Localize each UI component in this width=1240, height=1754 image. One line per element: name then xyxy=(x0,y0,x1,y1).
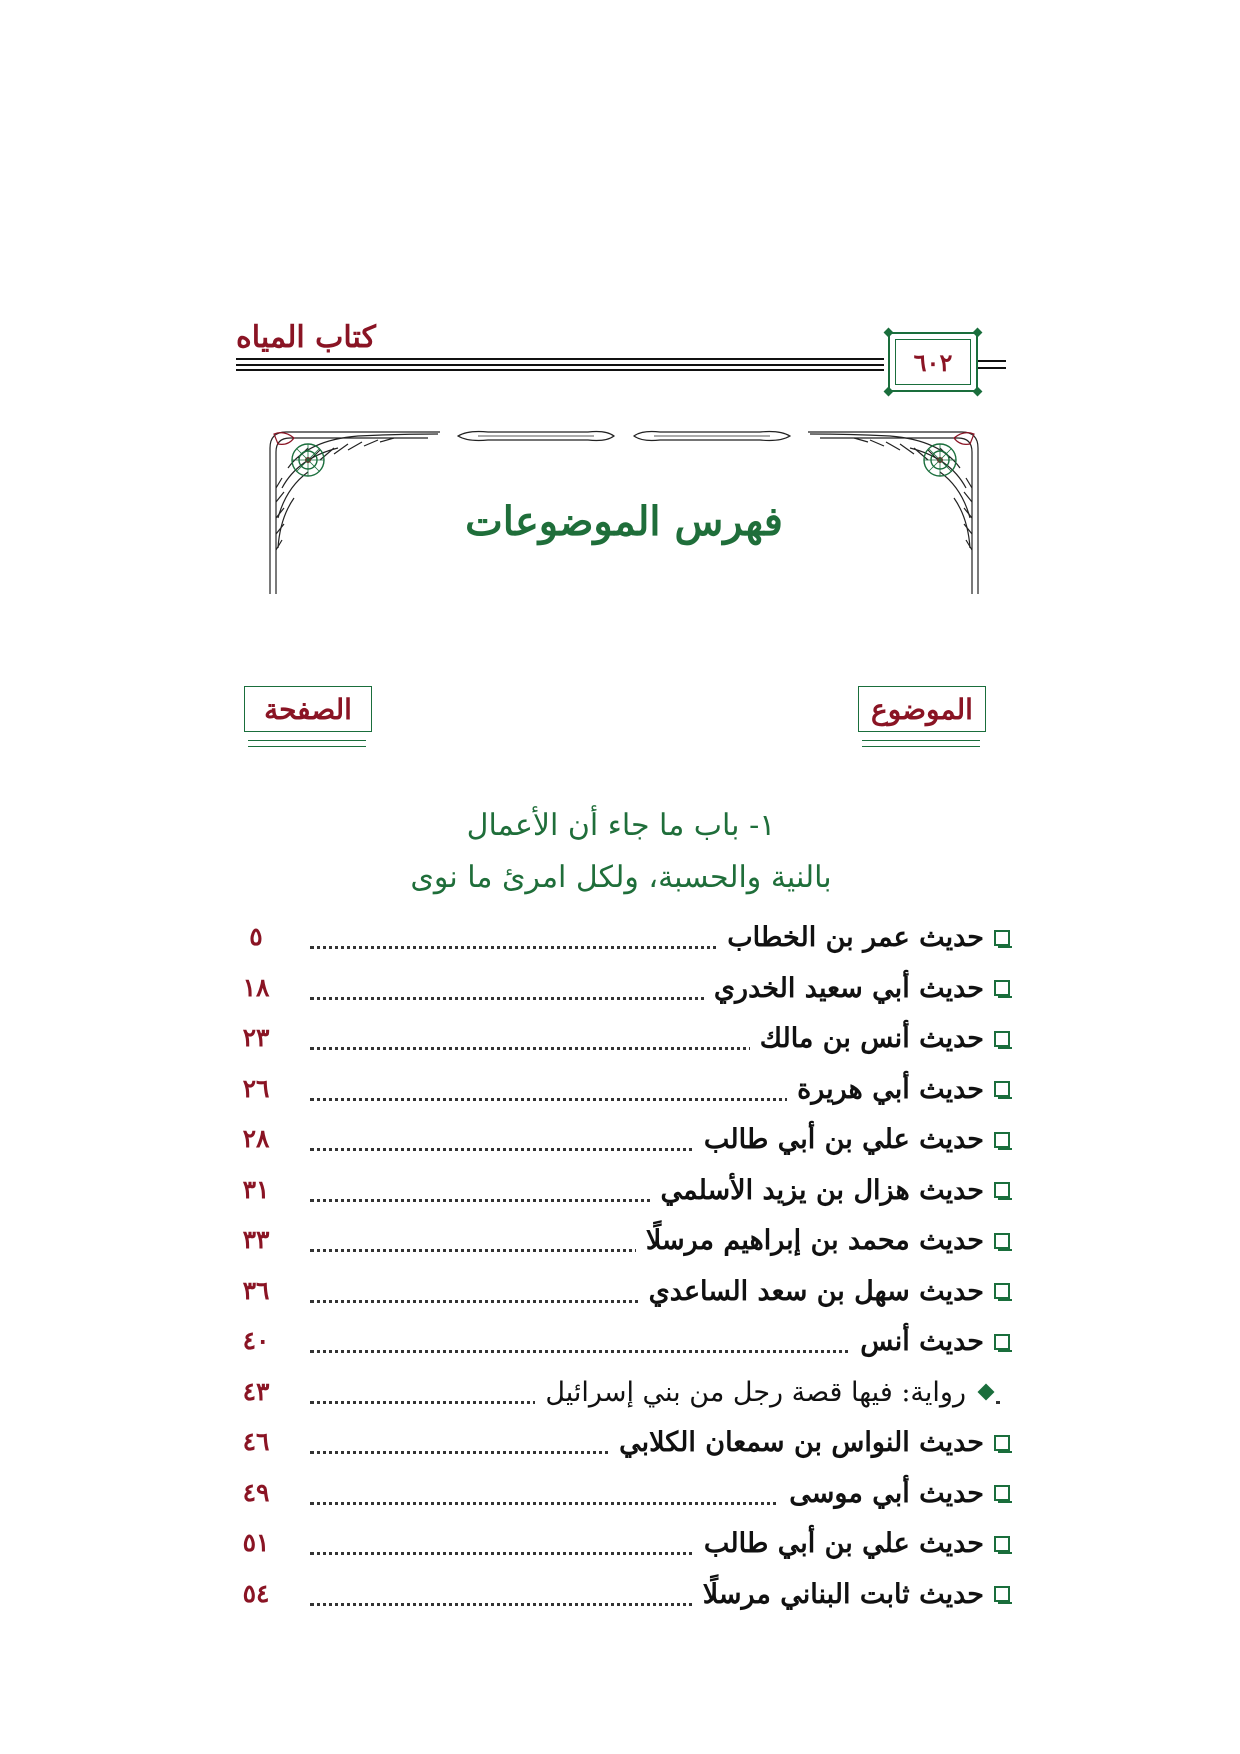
toc-entry-title-group xyxy=(693,1579,1010,1610)
diamond-bullet-icon xyxy=(978,1384,995,1401)
square-bullet-icon xyxy=(994,1031,1010,1047)
toc-entry-page: ٢٨ xyxy=(242,1124,270,1153)
toc-entry-page: ٥٤ xyxy=(242,1578,270,1608)
toc-entry xyxy=(236,1377,1010,1417)
toc-entry-page: ٣١ xyxy=(242,1174,270,1204)
toc-entry-title-group xyxy=(535,1377,996,1408)
toc-entry-title: حديث سهل بن سعد الساعدي xyxy=(648,1275,984,1307)
toc-entry-title: حديث أبي هريرة xyxy=(797,1073,984,1105)
toc-entry-page: ٢٦ xyxy=(242,1073,270,1103)
toc-entry-page: ٤٣ xyxy=(242,1376,270,1406)
toc-entry-title-group xyxy=(651,1175,1011,1206)
chapter-heading-line-2: بالنية والحسبة، ولكل امرئ ما نوى xyxy=(410,860,832,895)
toc-entry-page: ٣٣ xyxy=(242,1225,270,1254)
toc-entry-title-group xyxy=(787,1074,1010,1105)
toc-entry xyxy=(236,1427,1010,1467)
square-bullet-icon xyxy=(994,1435,1010,1451)
square-bullet-icon xyxy=(994,930,1010,946)
toc-entry-title-group xyxy=(694,1528,1010,1559)
title-ornament-frame xyxy=(268,428,980,594)
column-header-page: الصفحة xyxy=(244,686,372,732)
toc-entry-page: ٣٦ xyxy=(242,1275,270,1305)
square-bullet-icon xyxy=(994,1283,1010,1299)
toc-entry-page: ١٨ xyxy=(242,972,270,1002)
toc-entry xyxy=(236,1074,1010,1114)
toc-entry-title: حديث ثابت البناني مرسلًا xyxy=(702,1578,984,1610)
toc-entry xyxy=(236,922,1010,962)
toc-entry-title: حديث هزال بن يزيد الأسلمي xyxy=(660,1174,984,1206)
toc-entry-title-group xyxy=(750,1023,1010,1054)
toc-entry-page: ٥١ xyxy=(242,1528,270,1557)
toc-entry xyxy=(236,1124,1010,1164)
toc-entry-title-group xyxy=(704,973,1010,1004)
page-number: ٦٠٢ xyxy=(895,339,971,385)
toc-entry xyxy=(236,1225,1010,1265)
toc-entry xyxy=(236,973,1010,1013)
toc-entry xyxy=(236,1175,1010,1215)
toc-entry xyxy=(236,1276,1010,1316)
toc-entry-title-group xyxy=(636,1225,1010,1256)
toc-entry-title: حديث أنس بن مالك xyxy=(759,1023,984,1054)
square-bullet-icon xyxy=(994,1081,1010,1097)
toc-entry-title-group xyxy=(717,922,1010,953)
square-bullet-icon xyxy=(994,1132,1010,1148)
square-bullet-icon xyxy=(994,1182,1010,1198)
toc-entry-title: حديث أنس xyxy=(860,1326,984,1357)
toc-entry-title-group xyxy=(609,1427,1010,1458)
toc-entry xyxy=(236,1326,1010,1366)
page-title: فهرس الموضوعات xyxy=(465,498,783,545)
page-number-box xyxy=(888,332,978,392)
toc-entry-title-group xyxy=(694,1124,1010,1155)
toc-entry xyxy=(236,1478,1010,1518)
toc-entry-title: حديث محمد بن إبراهيم مرسلًا xyxy=(645,1225,984,1256)
toc-entry-title: حديث علي بن أبي طالب xyxy=(703,1528,984,1559)
toc-entry-page: ٢٣ xyxy=(242,1023,270,1052)
toc-entry-title-group xyxy=(850,1326,1010,1357)
square-bullet-icon xyxy=(994,1586,1010,1602)
toc-entry-title-group xyxy=(779,1478,1010,1509)
toc-entry-page: ٤٦ xyxy=(242,1427,270,1456)
toc-entry-title: حديث النواس بن سمعان الكلابي xyxy=(619,1427,984,1458)
toc-entry-title: حديث أبي موسى xyxy=(789,1477,984,1509)
toc-entry-page: ٥ xyxy=(249,922,263,951)
toc-entry-title: حديث أبي سعيد الخدري xyxy=(713,972,984,1004)
running-header xyxy=(236,318,1006,393)
square-bullet-icon xyxy=(994,1233,1010,1249)
toc-entry xyxy=(236,1023,1010,1063)
toc-entry-title-group xyxy=(639,1276,1010,1307)
square-bullet-icon xyxy=(994,1485,1010,1501)
book-title: كتاب المياه xyxy=(236,320,376,355)
toc-entry-title: رواية: فيها قصة رجل من بني إسرائيل xyxy=(545,1376,966,1408)
toc-entry-title: حديث عمر بن الخطاب xyxy=(727,922,984,953)
column-header-topic: الموضوع xyxy=(858,686,986,732)
toc-entry-page: ٤٩ xyxy=(242,1477,270,1507)
toc-entry-page: ٤٠ xyxy=(242,1326,270,1355)
chapter-heading-line-1: ١- باب ما جاء أن الأعمال xyxy=(466,808,776,843)
square-bullet-icon xyxy=(994,980,1010,996)
toc-entry xyxy=(236,1528,1010,1568)
toc-entry-title: حديث علي بن أبي طالب xyxy=(703,1124,984,1155)
square-bullet-icon xyxy=(994,1536,1010,1552)
square-bullet-icon xyxy=(994,1334,1010,1350)
toc-entry xyxy=(236,1579,1010,1619)
